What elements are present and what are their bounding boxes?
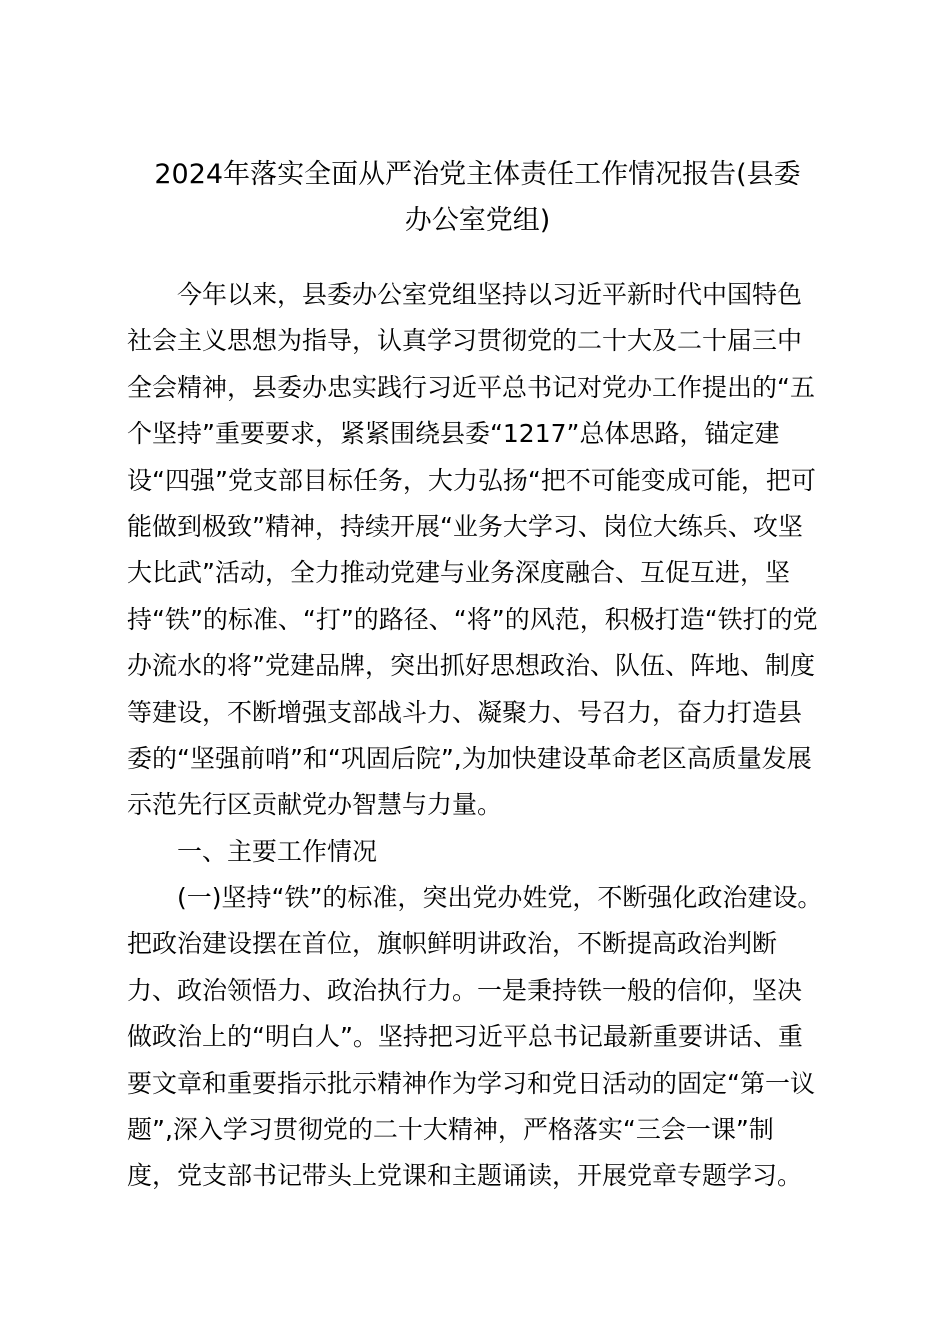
paragraph-intro-line-1: 今年以来，县委办公室党组坚持以习近平新时代中国特色 xyxy=(177,280,803,309)
title-line-2: 办公室党组) xyxy=(404,205,551,236)
paragraph-body-line-2: 力、政治领悟力、政治执行力。一是秉持铁一般的信仰，坚决 xyxy=(127,975,803,1005)
document-body xyxy=(127,272,842,1200)
paragraph-body-line-3: 做政治上的“明白人”。坚持把习近平总书记最新重要讲话、重 xyxy=(127,1022,803,1052)
paragraph-body-line-1: 把政治建设摆在首位，旗帜鲜明讲政治，不断提高政治判断 xyxy=(127,929,778,959)
paragraph-intro-line-6: 能做到极致”精神，持续开展“业务大学习、岗位大练兵、攻坚 xyxy=(127,511,803,541)
paragraph-intro-line-9: 办流水的将”党建品牌，突出抓好思想政治、队伍、阵地、制度 xyxy=(127,651,815,681)
paragraph-intro-line-5: 设“四强”党支部目标任务，大力弘扬“把不可能变成可能，把可 xyxy=(127,465,816,495)
paragraph-intro-line-12: 示范先行区贡献党办智慧与力量。 xyxy=(127,790,503,820)
paragraph-intro-line-7: 大比武”活动，全力推动党建与业务深度融合、互促互进，坚 xyxy=(127,558,790,588)
subsection-heading-line-1: (一)坚持“铁”的标准，突出党办姓党，不断强化政治建设。 xyxy=(177,883,823,913)
section-heading: 一、主要工作情况 xyxy=(177,836,378,866)
paragraph-intro-line-11: 委的“坚强前哨”和“巩固后院”,为加快建设革命老区高质量发展 xyxy=(127,743,812,773)
paragraph-intro-line-10: 等建设，不断增强支部战斗力、凝聚力、号召力，奋力打造县 xyxy=(127,697,803,727)
paragraph-body-line-5: 题”,深入学习贯彻党的二十大精神，严格落实“三会一课”制 xyxy=(127,1115,774,1145)
paragraph-intro-line-3: 全会精神，县委办忠实践行习近平总书记对党办工作提出的“五 xyxy=(127,372,815,402)
title-line-1: 2024年落实全面从严治党主体责任工作情况报告(县委 xyxy=(154,159,801,190)
paragraph-intro-line-8: 持“铁”的标准、“打”的路径、“将”的风范，积极打造“铁打的党 xyxy=(127,604,818,634)
paragraph-intro-line-4: 个坚持”重要要求，紧紧围绕县委“1217”总体思路，锚定建 xyxy=(127,419,780,449)
paragraph-body-line-4: 要文章和重要指示批示精神作为学习和党日活动的固定“第一议 xyxy=(127,1068,815,1098)
paragraph-body-line-6: 度，党支部书记带头上党课和主题诵读，开展党章专题学习。 xyxy=(127,1161,803,1191)
document-title xyxy=(120,152,835,244)
paragraph-intro-line-2: 社会主义思想为指导，认真学习贯彻党的二十大及二十届三中 xyxy=(127,326,803,356)
